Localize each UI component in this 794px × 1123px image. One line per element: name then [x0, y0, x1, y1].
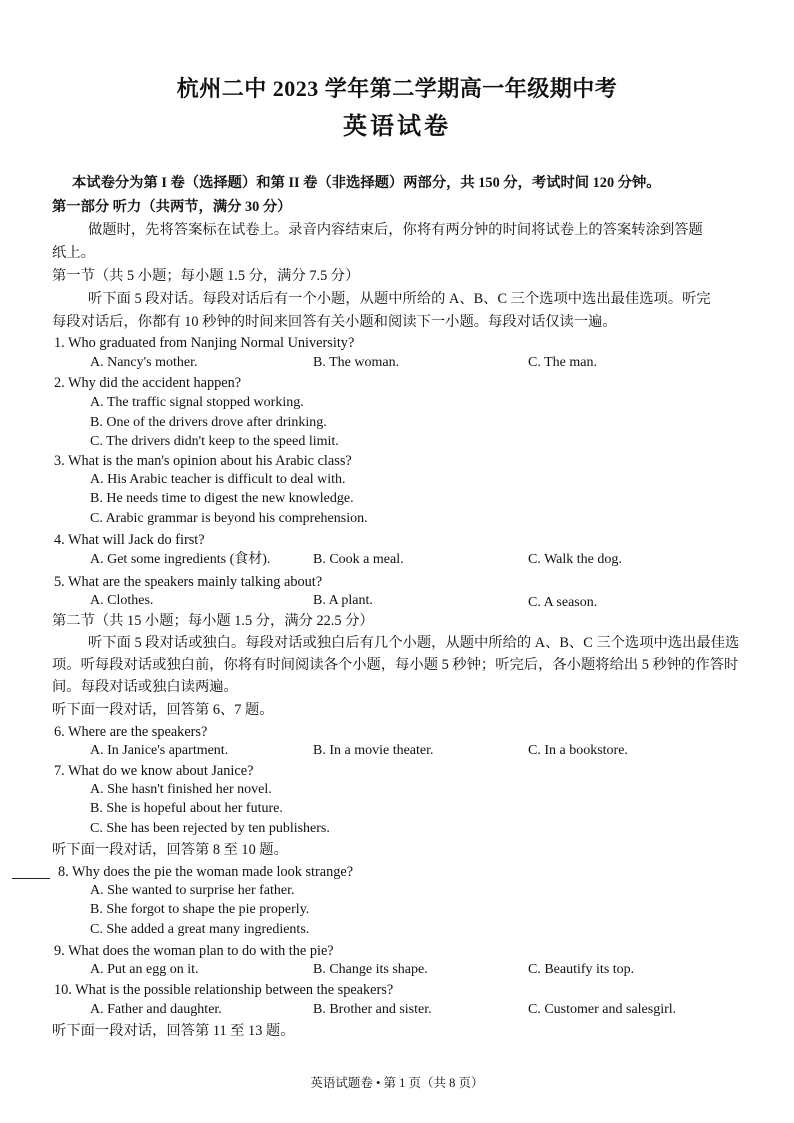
exam-subtitle: 英语试卷 [343, 114, 451, 140]
question-2-option-b: B. One of the drivers drove after drinking. [90, 415, 327, 430]
question-9-option-a: A. Put an egg on it. [90, 962, 199, 977]
question-1-option-c: C. The man. [528, 355, 597, 370]
section1-heading: 第一节（共 5 小题；每小题 1.5 分，满分 7.5 分） [52, 268, 360, 284]
part1-heading: 第一部分 听力（共两节，满分 30 分） [52, 199, 292, 215]
question-7-stem: 7. What do we know about Janice? [54, 763, 254, 779]
margin-dash [12, 878, 50, 879]
question-6-option-b: B. In a movie theater. [313, 743, 434, 758]
page-footer: 英语试题卷 • 第 1 页（共 8 页） [310, 1076, 484, 1090]
question-7-option-c: C. She has been rejected by ten publishers. [90, 821, 330, 836]
question-6-option-a: A. In Janice's apartment. [90, 743, 229, 758]
question-3-option-a: A. His Arabic teacher is difficult to deal with. [90, 472, 346, 487]
question-2-stem: 2. Why did the accident happen? [54, 375, 242, 391]
question-1-option-a: A. Nancy's mother. [90, 355, 198, 370]
question-2-option-c: C. The drivers didn't keep to the speed limit. [90, 434, 339, 449]
question-1-option-b: B. The woman. [313, 355, 400, 370]
prompt-questions-11-13: 听下面一段对话，回答第 11 至 13 题。 [52, 1023, 295, 1039]
question-9-stem: 9. What does the woman plan to do with the pie? [54, 943, 334, 959]
question-8-stem: 8. Why does the pie the woman made look strange? [58, 864, 354, 880]
question-10-stem: 10. What is the possible relationship between the speakers? [54, 982, 394, 998]
question-6-option-c: C. In a bookstore. [528, 743, 628, 758]
question-9-option-c: C. Beautify its top. [528, 962, 635, 977]
question-9-option-b: B. Change its shape. [313, 962, 428, 977]
question-7-option-b: B. She is hopeful about her future. [90, 801, 283, 816]
question-10-option-b: B. Brother and sister. [313, 1002, 432, 1017]
question-7-option-a: A. She hasn't finished her novel. [90, 782, 272, 797]
question-5-option-c: C. A season. [528, 595, 598, 610]
part1-instruction-cont: 纸上。 [52, 245, 95, 261]
question-3-stem: 3. What is the man's opinion about his Arabic class? [54, 453, 352, 469]
question-8-option-a: A. She wanted to surprise her father. [90, 883, 295, 898]
question-3-option-b: B. He needs time to digest the new knowledge. [90, 491, 354, 506]
part1-instruction: 做题时，先将答案标在试卷上。录音内容结束后，你将有两分钟的时间将试卷上的答案转涂到答题 [88, 222, 703, 238]
question-8-option-b: B. She forgot to shape the pie properly. [90, 902, 310, 917]
question-4-option-a: A. Get some ingredients (食材). [90, 552, 271, 567]
question-5-option-b: B. A plant. [313, 593, 373, 608]
prompt-questions-8-10: 听下面一段对话，回答第 8 至 10 题。 [52, 842, 288, 858]
question-10-option-c: C. Customer and salesgirl. [528, 1002, 677, 1017]
exam-intro: 本试卷分为第 I 卷（选择题）和第 II 卷（非选择题）两部分，共 150 分，考试时间 120 分钟。 [72, 175, 661, 191]
question-5-stem: 5. What are the speakers mainly talking about? [54, 574, 323, 590]
question-4-stem: 4. What will Jack do first? [54, 532, 205, 548]
section1-instruction-cont: 每段对话后，你都有 10 秒钟的时间来回答有关小题和阅读下一小题。每段对话仅读一遍。 [52, 314, 617, 330]
question-4-option-c: C. Walk the dog. [528, 552, 622, 567]
section2-heading: 第二节（共 15 小题；每小题 1.5 分，满分 22.5 分） [52, 613, 374, 629]
question-4-option-b: B. Cook a meal. [313, 552, 404, 567]
prompt-questions-6-7: 听下面一段对话，回答第 6、7 题。 [52, 702, 274, 718]
question-8-option-c: C. She added a great many ingredients. [90, 922, 310, 937]
exam-title: 杭州二中 2023 学年第二学期高一年级期中考 [176, 76, 618, 101]
section2-instruction: 听下面 5 段对话或独白。每段对话或独白后有几个小题，从题中所给的 A、B、C 三个选项中选出最佳选项。听每段对话或独白前，你将有时间阅读各个小题，每小题 5 秒钟；听完后，各小题将给出 5 秒钟的作答时间。每段对话或独白读两遍。 [52, 635, 740, 695]
question-5-option-a: A. Clothes. [90, 593, 154, 608]
question-10-option-a: A. Father and daughter. [90, 1002, 222, 1017]
section1-instruction: 听下面 5 段对话。每段对话后有一个小题，从题中所给的 A、B、C 三个选项中选出最佳选项。听完 [88, 291, 711, 307]
question-1-stem: 1. Who graduated from Nanjing Normal University? [54, 335, 355, 351]
question-3-option-c: C. Arabic grammar is beyond his comprehension. [90, 511, 368, 526]
question-2-option-a: A. The traffic signal stopped working. [90, 395, 304, 410]
question-6-stem: 6. Where are the speakers? [54, 724, 208, 740]
